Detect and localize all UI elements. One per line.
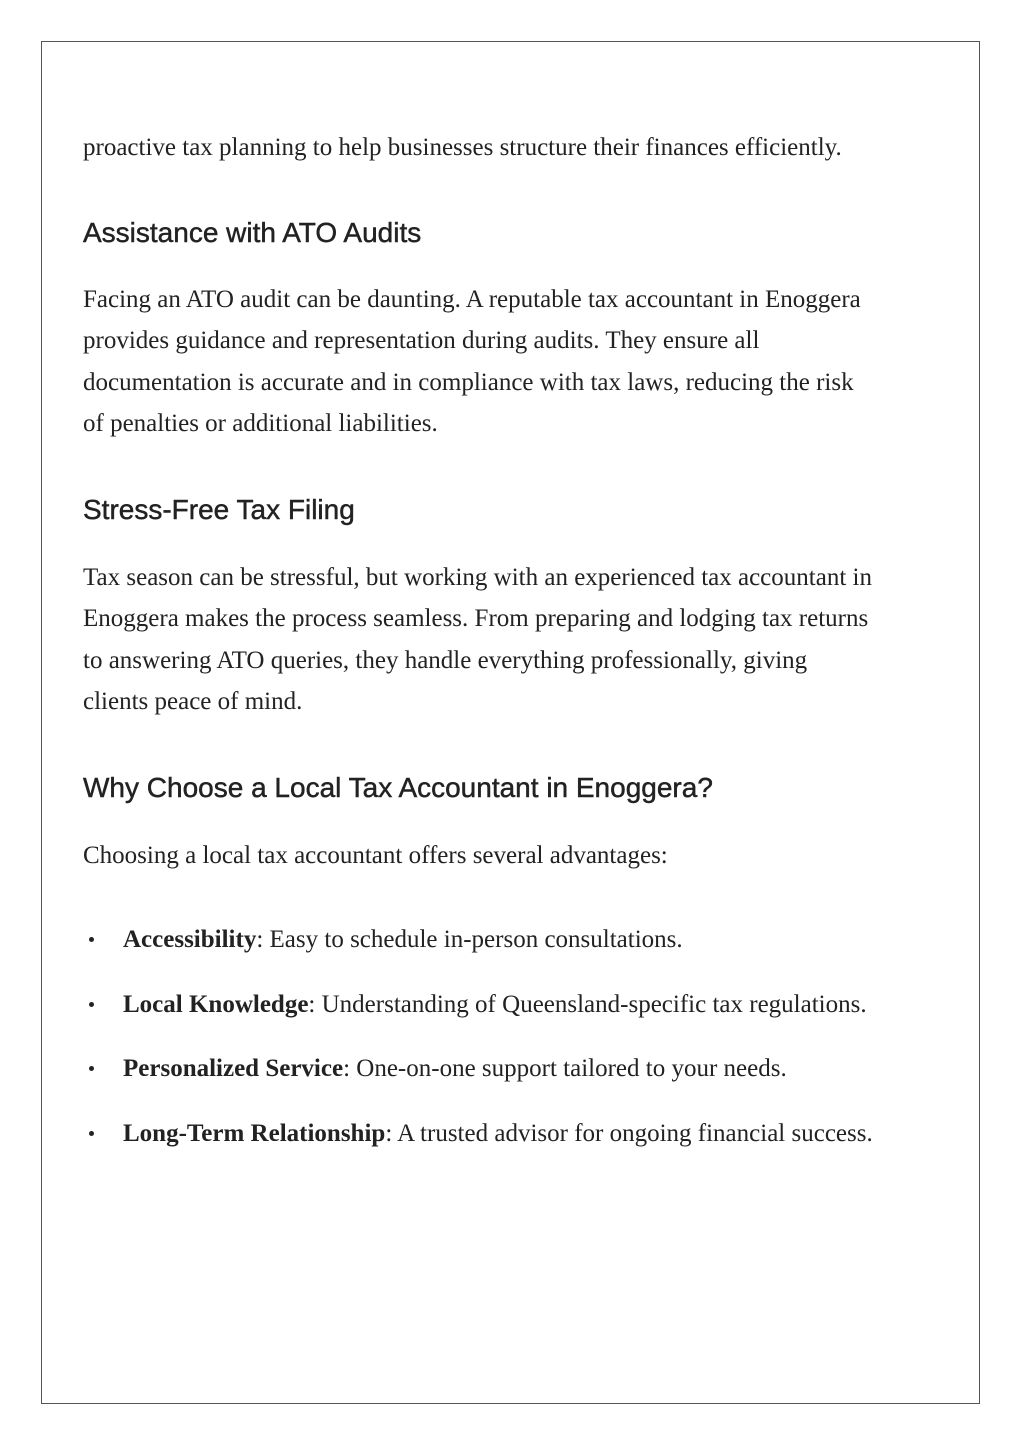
list-item [83, 984, 873, 1026]
bullet-icon [89, 937, 94, 942]
section-body-why-local: Choosing a local tax accountant offers several advantages: [83, 841, 668, 869]
section-body-stress-free-filing: Tax season can be stressful, but working with an experienced tax accountant in Enoggera makes the process seamless. From preparing and lodging tax returns to answering ATO queries, they handle everything professionally, giving clients peace of mind. [83, 563, 872, 715]
section-heading-why-local: Why Choose a Local Tax Accountant in Enoggera? [83, 771, 713, 803]
advantage-term: Local Knowledge [123, 990, 309, 1018]
list-item [83, 919, 873, 961]
section-heading-stress-free-filing: Stress-Free Tax Filing [83, 493, 355, 525]
advantage-term: Accessibility [123, 926, 257, 953]
advantage-term: Personalized Service [123, 1055, 344, 1082]
list-item [83, 1048, 873, 1090]
advantage-description: : One-on-one support tailored to your needs. [343, 1055, 787, 1082]
advantage-description: : Understanding of Queensland-specific tax regulations. [308, 990, 867, 1018]
advantage-description: : Easy to schedule in-person consultations. [256, 926, 683, 953]
list-item [83, 1113, 873, 1155]
bullet-icon [89, 1131, 94, 1136]
advantage-term: Long-Term Relationship [123, 1119, 386, 1147]
section-body-ato-audits: Facing an ATO audit can be daunting. A reputable tax accountant in Enoggera provides guidance and representation during audits. They ensure all documentation is accurate and in compliance with tax laws, reducing the risk of penalties or additional liabilities. [83, 285, 861, 437]
intro-paragraph: proactive tax planning to help businesses structure their finances efficiently. [83, 134, 842, 161]
advantage-description: : A trusted advisor for ongoing financial success. [385, 1119, 873, 1147]
bullet-icon [89, 1066, 94, 1071]
section-heading-ato-audits: Assistance with ATO Audits [83, 216, 422, 248]
document-content [83, 127, 873, 1177]
bullet-icon [89, 1002, 94, 1007]
advantages-list [83, 919, 873, 1154]
